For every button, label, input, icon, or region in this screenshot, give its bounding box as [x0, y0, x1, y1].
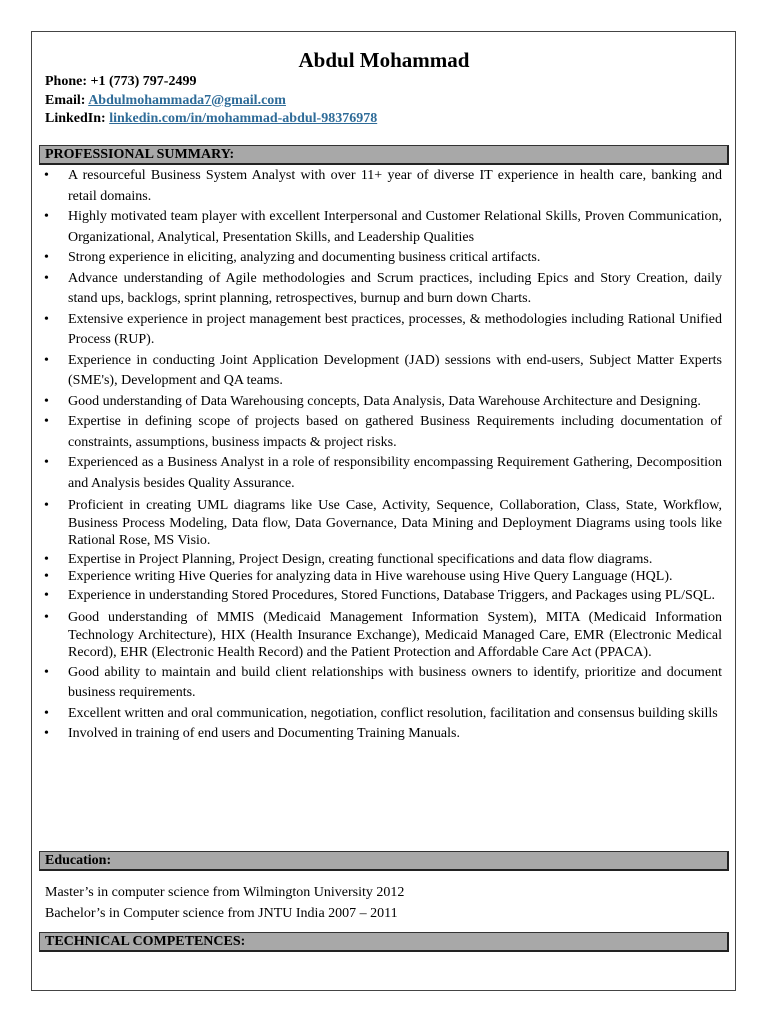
- list-item: • Advance understanding of Agile methodologies and Scrum practices, including Epics and Story Creation, daily stand ups, backlogs, sprint planning, retrospectives, burnup and burn down Charts.: [44, 269, 722, 310]
- list-item: • Experience writing Hive Queries for analyzing data in Hive warehouse using Hive Query Language (HQL).: [44, 568, 722, 586]
- phone-value: +1 (773) 797-2499: [90, 74, 197, 89]
- list-item: • Highly motivated team player with excellent Interpersonal and Customer Relational Skills, Proven Communication, Organizational, Analytical, Presentation Skills, and Leadership Qualities: [44, 207, 722, 248]
- linkedin-line: [45, 110, 377, 129]
- list-item: • Good understanding of MMIS (Medicaid Management Information System), MITA (Medicaid Information Technology Architecture), HIX (Health Insurance Exchange), Medicaid Managed Care, EMR (Electronic Medical Record), EHR (Electronic Health Record) and the Patient Protection and Affordable Care Act (PPACA).: [44, 609, 722, 662]
- email-link[interactable]: Abdulmohammada7@gmail.com: [88, 92, 286, 108]
- summary-list: [44, 166, 722, 745]
- list-item: • Proficient in creating UML diagrams like Use Case, Activity, Sequence, Collaboration, Class, State, Workflow, Business Process Modeling, Data flow, Data Governance, Data Mining and Deployment Diagrams using tools like Rational Rose, MS Visio.: [44, 497, 722, 550]
- candidate-name: Abdul Mohammad: [298, 48, 470, 72]
- list-item: • Experience in conducting Joint Application Development (JAD) sessions with end-users, Subject Matter Experts (SME's), Development and QA teams.: [44, 351, 722, 392]
- list-item: • Excellent written and oral communication, negotiation, conflict resolution, facilitation and consensus building skills: [44, 704, 722, 725]
- list-item: • Experienced as a Business Analyst in a role of responsibility encompassing Requirement Gathering, Decomposition and Analysis besides Quality Assurance.: [44, 453, 722, 494]
- list-item: • Strong experience in eliciting, analyzing and documenting business critical artifacts.: [44, 248, 722, 269]
- phone-label: Phone:: [45, 74, 87, 89]
- section-header-education: Education:: [39, 851, 729, 871]
- list-item: • A resourceful Business System Analyst with over 11+ year of diverse IT experience in health care, banking and retail domains.: [44, 166, 722, 207]
- email-label: Email:: [45, 92, 86, 108]
- list-item: • Expertise in defining scope of projects based on gathered Business Requirements including documentation of constraints, assumptions, business impacts & project risks.: [44, 412, 722, 453]
- list-item: • Expertise in Project Planning, Project Design, creating functional specifications and data flow diagrams.: [44, 551, 722, 569]
- list-item: • Good understanding of Data Warehousing concepts, Data Analysis, Data Warehouse Architecture and Designing.: [44, 392, 722, 413]
- linkedin-link[interactable]: linkedin.com/in/mohammad-abdul-98376978: [109, 111, 378, 126]
- linkedin-label: LinkedIn:: [45, 111, 106, 126]
- education-list: [45, 882, 404, 924]
- list-item: • Involved in training of end users and Documenting Training Manuals.: [44, 724, 722, 745]
- list-item: • Extensive experience in project management best practices, processes, & methodologies including Rational Unified Process (RUP).: [44, 310, 722, 351]
- email-line: [45, 92, 377, 111]
- education-item: Master’s in computer science from Wilmington University 2012: [45, 885, 405, 900]
- education-item: Bachelor’s in Computer science from JNTU India 2007 – 2011: [45, 906, 398, 921]
- list-item: • Good ability to maintain and build client relationships with business owners to identify, prioritize and document business requirements.: [44, 663, 722, 704]
- list-item: • Experience in understanding Stored Procedures, Stored Functions, Database Triggers, and Packages using PL/SQL.: [44, 586, 722, 607]
- contact-block: [45, 73, 377, 129]
- phone-line: [45, 73, 377, 92]
- section-header-technical-competences: TECHNICAL COMPETENCES:: [39, 932, 729, 952]
- section-header-summary: PROFESSIONAL SUMMARY:: [39, 145, 729, 165]
